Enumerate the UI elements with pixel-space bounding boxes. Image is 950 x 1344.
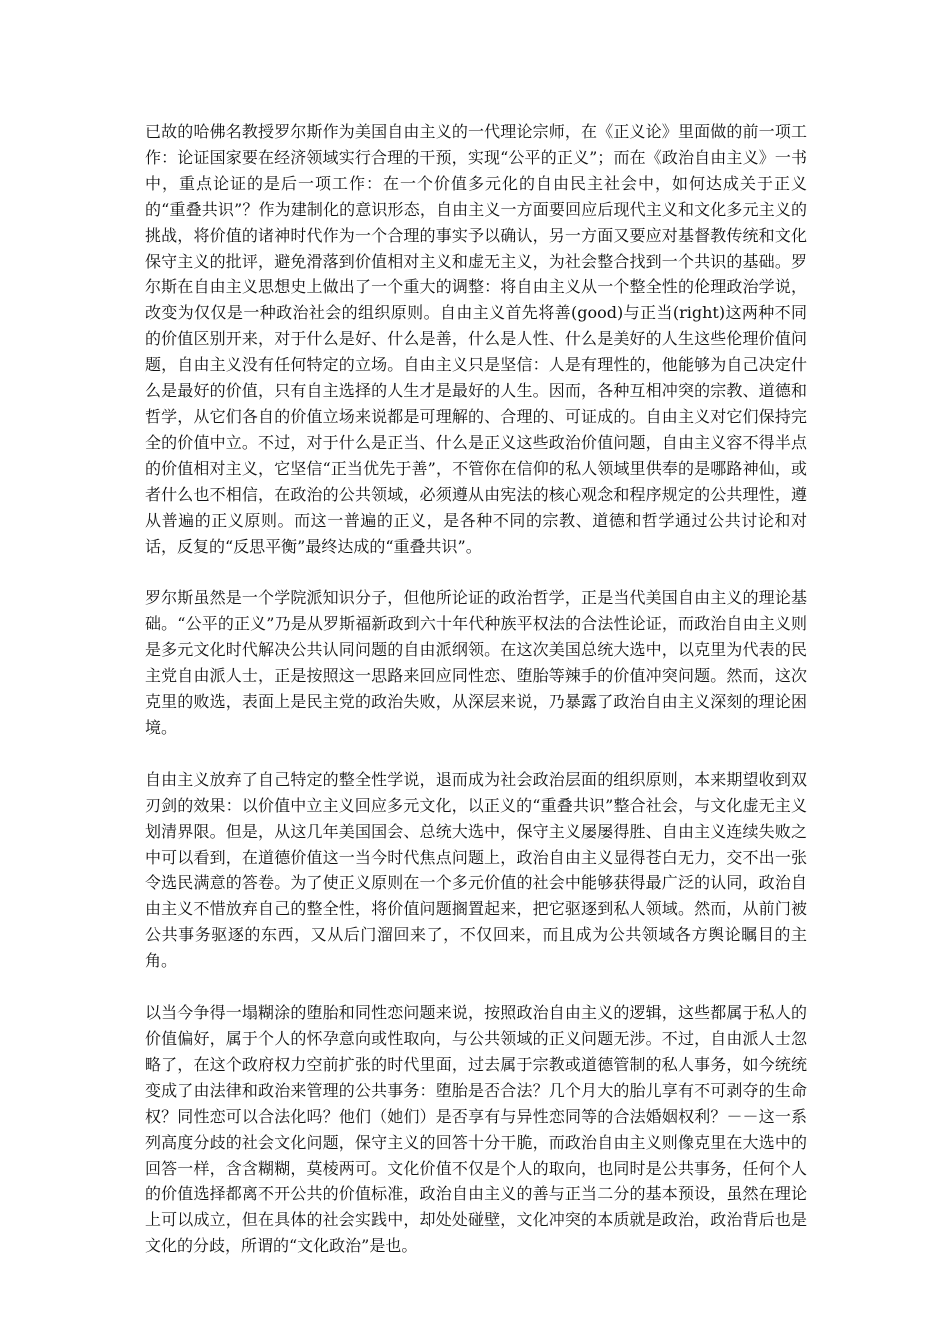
paragraph-1: 已故的哈佛名教授罗尔斯作为美国自由主义的一代理论宗师，在《正义论》里面做的前一项工作：论证国家要在经济领域实行合理的干预，实现“公平的正义”；而在《政治自由主义》一书中，重点论证的是后一项工作：在一个价值多元化的自由民主社会中，如何达成关于正义的“重叠共识”？作为建制化的意识形态，自由主义一方面要回应后现代主义和文化多元主义的挑战，将价值的诸神时代作为一个合理的事实予以确认，另一方面又要应对基督教传统和文化保守主义的批评，避免滑落到价值相对主义和虚无主义，为社会整合找到一个共识的基础。罗尔斯在自由主义思想史上做出了一个重大的调整：将自由主义从一个整全性的伦理政治学说，改变为仅仅是一种政治社会的组织原则。自由主义首先将善(good)与正当(right)这两种不同的价值区别开来，对于什么是好、什么是善，什么是人性、什么是美好的人生这些伦理价值问题，自由主义没有任何特定的立场。自由主义只是坚信：人是有理性的，他能够为自己决定什么是最好的价值，只有自主选择的人生才是最好的人生。因而，各种互相冲突的宗教、道德和哲学，从它们各自的价值立场来说都是可理解的、合理的、可证成的。自由主义对它们保持完全的价值中立。不过，对于什么是正当、什么是正义这些政治价值问题，自由主义容不得半点的价值相对主义，它坚信“正当优先于善”，不管你在信仰的私人领域里供奉的是哪路神仙，或者什么也不相信，在政治的公共领域，必须遵从由宪法的核心观念和程序规定的公共理性，遵从普遍的正义原则。而这一普遍的正义，是各种不同的宗教、道德和哲学通过公共讨论和对话，反复的“反思平衡”最终达成的“重叠共识”。 xyxy=(145,122,807,556)
paragraph-3: 自由主义放弃了自己特定的整全性学说，退而成为社会政治层面的组织原则，本来期望收到双刃剑的效果：以价值中立主义回应多元文化，以正义的“重叠共识”整合社会，与文化虚无主义划清界限。但是，从这几年美国国会、总统大选中，保守主义屡屡得胜、自由主义连续失败之中可以看到，在道德价值这一当今时代焦点问题上，政治自由主义显得苍白无力，交不出一张令选民满意的答卷。为了使正义原则在一个多元价值的社会中能够获得最广泛的认同，政治自由主义不惜放弃自己的整全性，将价值问题搁置起来，把它驱逐到私人领域。然而，从前门被公共事务驱逐的东西，又从后门溜回来了，不仅回来，而且成为公共领域各方舆论瞩目的主角。 xyxy=(145,769,807,971)
paragraph-2: 罗尔斯虽然是一个学院派知识分子，但他所论证的政治哲学，正是当代美国自由主义的理论基础。“公平的正义”乃是从罗斯福新政到六十年代种族平权法的合法性论证，而政治自由主义则是多元文化时代解决公共认同问题的自由派纲领。在这次美国总统大选中，以克里为代表的民主党自由派人士，正是按照这一思路来回应同性恋、堕胎等辣手的价值冲突问题。然而，这次克里的败选，表面上是民主党的政治失败，从深层来说，乃暴露了政治自由主义深刻的理论困境。 xyxy=(145,588,807,737)
paragraph-4: 以当今争得一塌糊涂的堕胎和同性恋问题来说，按照政治自由主义的逻辑，这些都属于私人的价值偏好，属于个人的怀孕意向或性取向，与公共领域的正义问题无涉。不过，自由派人士忽略了，在这个政府权力空前扩张的时代里面，过去属于宗教或道德管制的私人事务，如今统统变成了由法律和政治来管理的公共事务：堕胎是否合法？几个月大的胎儿享有不可剥夺的生命权？同性恋可以合法化吗？他们（她们）是否享有与异性恋同等的合法婚姻权利？－－这一系列高度分歧的社会文化问题，保守主义的回答十分干脆，而政治自由主义则像克里在大选中的回答一样，含含糊糊，莫棱两可。文化价值不仅是个人的取向，也同时是公共事务，任何个人的价值选择都离不开公共的价值标准，政治自由主义的善与正当二分的基本预设，虽然在理论上可以成立，但在具体的社会实践中，却处处碰壁，文化冲突的本质就是政治，政治背后也是文化的分歧，所谓的“文化政治”是也。 xyxy=(145,1003,807,1256)
document-body xyxy=(145,119,807,1285)
